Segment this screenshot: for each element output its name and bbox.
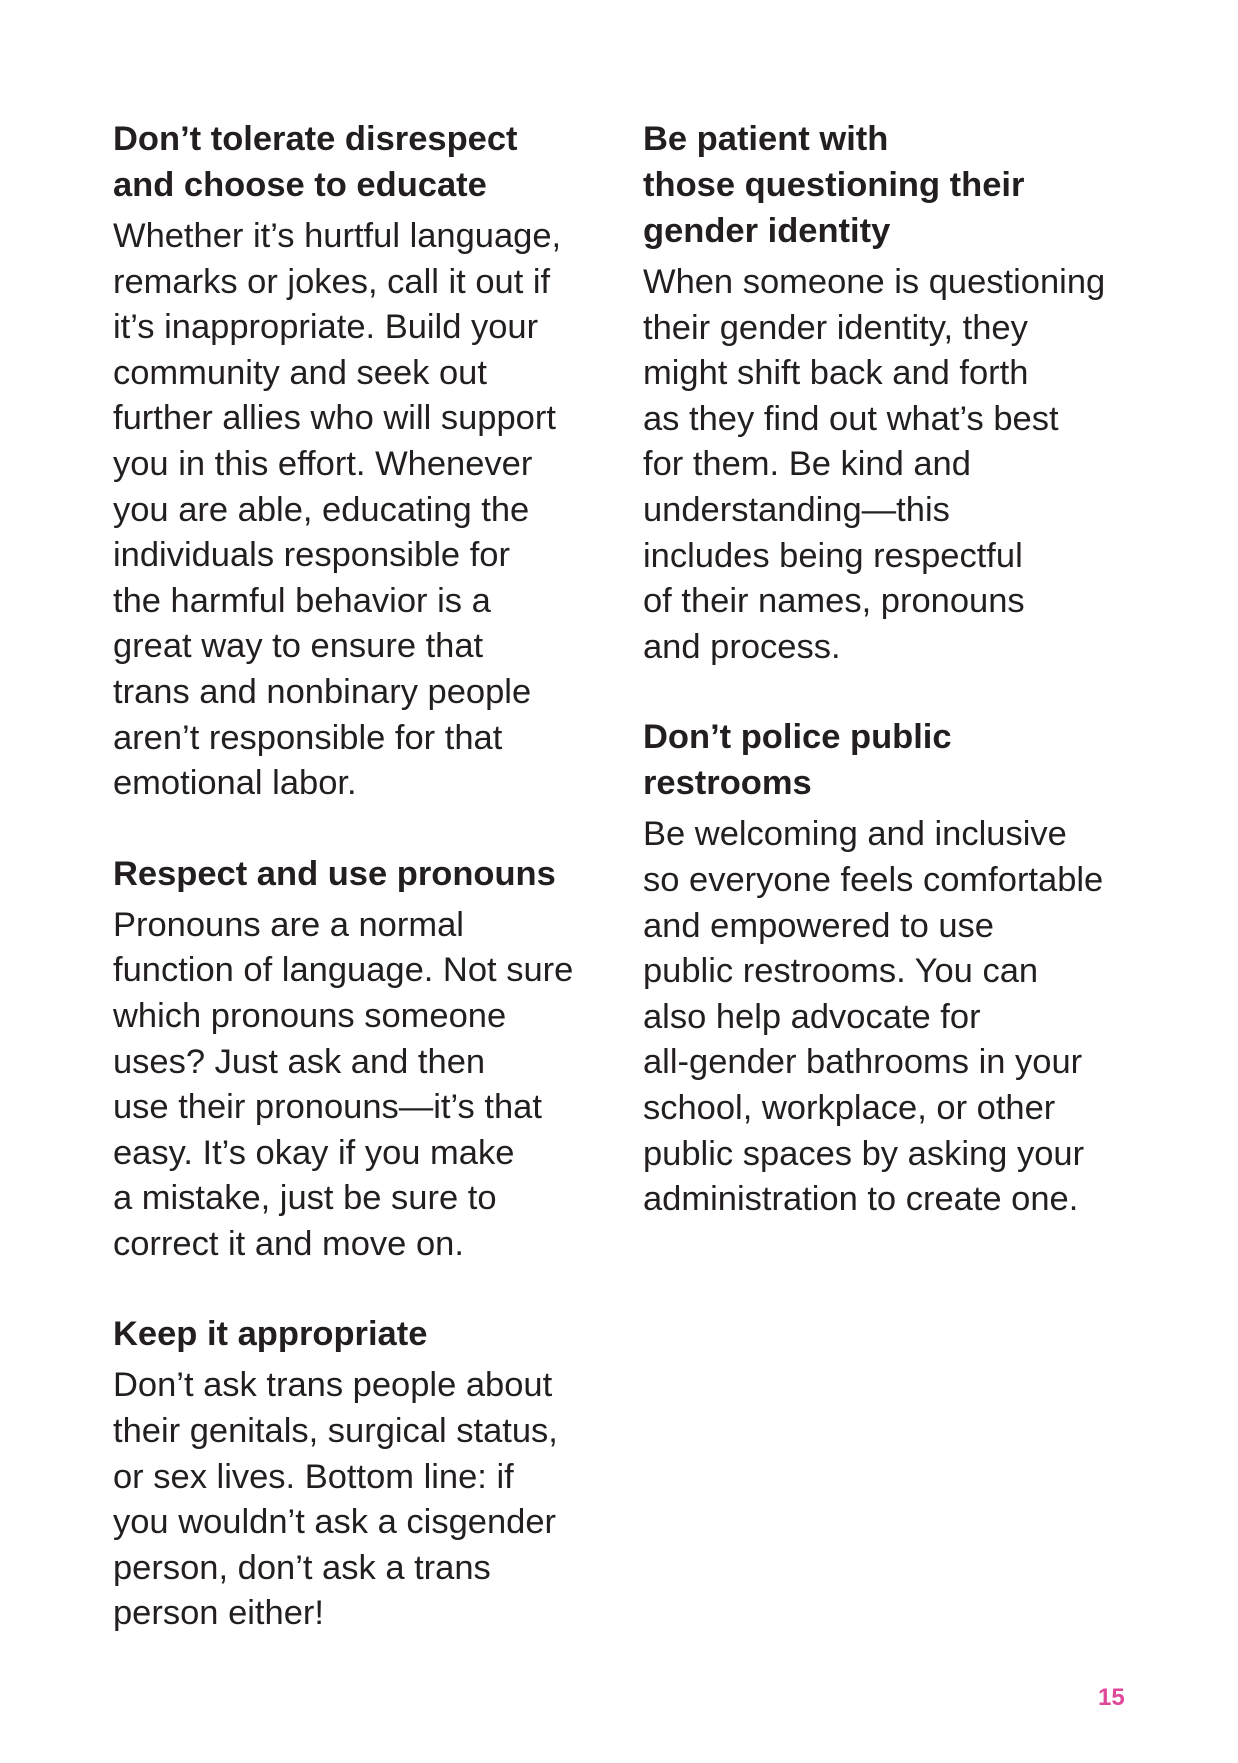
section-body: Don’t ask trans people about their genitals, surgical status, or sex lives. Bottom line: if you wouldn’t ask a cisgender person, don’t ask a trans person either! [113, 1366, 558, 1633]
section-respect-pronouns [113, 851, 613, 1268]
section-body: Be welcoming and inclusive so everyone feels comfortable and empowered to use public restrooms. You can also help advocate for all-gender bathrooms in your school, workplace, or other public spaces by asking your administration to create one. [643, 815, 1104, 1219]
section-heading: Don’t police public restrooms [643, 718, 952, 803]
section-dont-tolerate-disrespect [113, 116, 613, 807]
section-body: Whether it’s hurtful language, remarks or jokes, call it out if it’s inappropriate. Build your community and seek out further allies who will support you in this effort. Whenever you are able, educating the individuals responsible for the harmful behavior is a great way to ensure that trans and nonbinary people aren’t responsible for that emotional labor. [113, 217, 562, 803]
section-heading: Respect and use pronouns [113, 854, 556, 893]
right-column [643, 116, 1143, 1267]
section-be-patient [643, 116, 1143, 670]
section-dont-police-restrooms [643, 714, 1143, 1222]
section-heading: Be patient with those questioning their gender identity [643, 120, 1025, 250]
section-keep-it-appropriate [113, 1311, 613, 1637]
section-heading: Keep it appropriate [113, 1315, 428, 1354]
left-column [113, 116, 613, 1681]
section-heading: Don’t tolerate disrespect and choose to educate [113, 120, 518, 204]
section-body: When someone is questioning their gender identity, they might shift back and forth as they find out what’s best for them. Be kind and understanding—this includes being respectful of their names, pronouns and process. [643, 263, 1106, 666]
page-number: 15 [1098, 1684, 1125, 1711]
section-body: Pronouns are a normal function of language. Not sure which pronouns someone uses? Just ask and then use their pronouns—it’s that easy. It’s okay if you make a mistake, just be sure to correct it and move on. [113, 905, 574, 1263]
